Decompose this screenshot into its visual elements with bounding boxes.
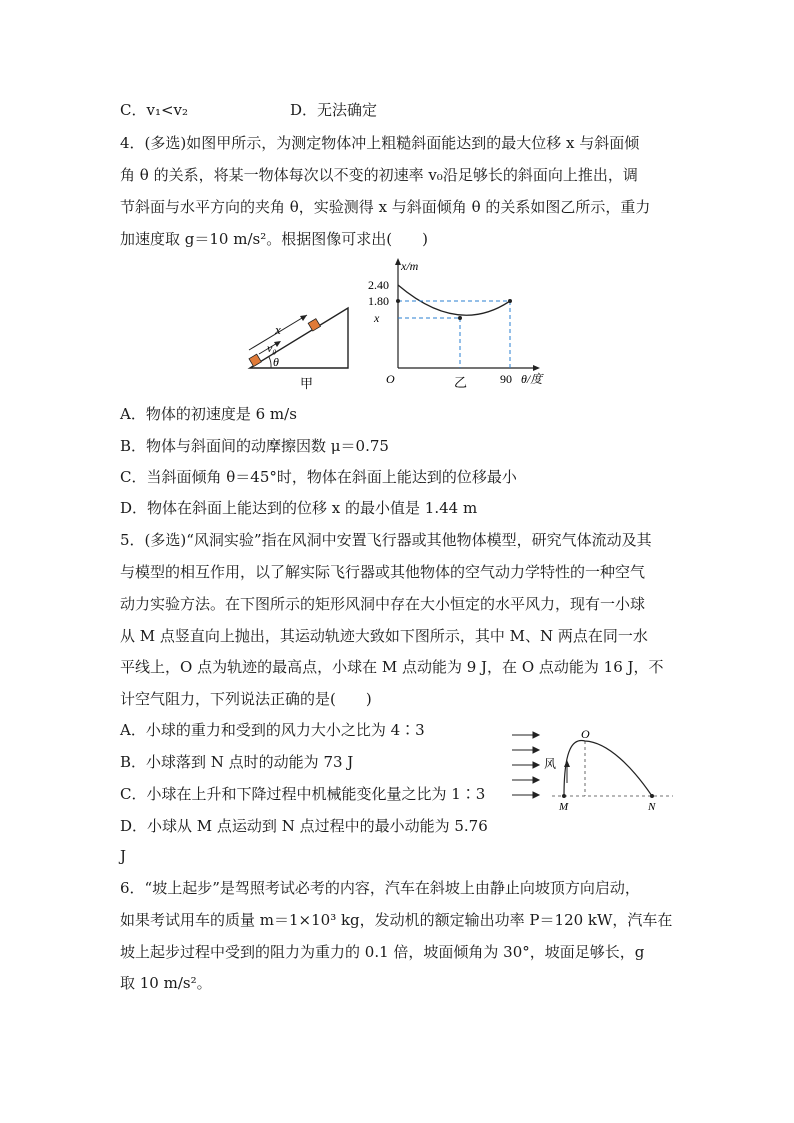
x-theta-curve — [398, 285, 510, 315]
q5-stem-line-1: 5．(多选)“风洞实验”指在风洞中安置飞行器或其他物体模型，研究气体流动及其 — [120, 531, 652, 549]
tick-90: 90 — [500, 372, 512, 386]
origin-label: O — [386, 372, 395, 386]
q5-figure-wind-tunnel — [508, 728, 674, 814]
y-axis-label: x/m — [401, 259, 419, 273]
caption-jia: 甲 — [300, 376, 314, 391]
label-x: x — [275, 322, 281, 337]
trajectory-curve — [564, 741, 652, 796]
q5-stem-line-2: 与模型的相互作用，以了解实际飞行器或其他物体的空气动力学特性的一种空气 — [120, 563, 646, 581]
q6-stem-line-1: 6．“坡上起步”是驾照考试必考的内容，汽车在斜坡上由静止向坡顶方向启动， — [120, 879, 640, 897]
q6-stem-line-4: 取 10 m/s²。 — [120, 974, 212, 992]
label-wind: 风 — [544, 757, 557, 771]
q5-option-a: A．小球的重力和受到的风力大小之比为 4∶3 — [120, 721, 425, 739]
q4-option-a: A．物体的初速度是 6 m/s — [120, 405, 297, 423]
label-m: M — [559, 801, 569, 813]
q5-option-d: D．小球从 M 点运动到 N 点过程中的最小动能为 5.76 — [120, 817, 488, 835]
block-bottom — [249, 354, 261, 366]
x-axis-label: θ/度 — [521, 372, 543, 386]
tick-x: x — [374, 311, 380, 325]
label-v0: v₀ — [267, 341, 277, 355]
point-90 — [508, 299, 512, 303]
q4-stem-line-3: 节斜面与水平方向的夹角 θ，实验测得 x 与斜面倾角 θ 的关系如图乙所示，重力 — [120, 198, 651, 216]
label-theta: θ — [273, 355, 279, 369]
q6-stem-line-2: 如果考试用车的质量 m＝1×10³ kg，发动机的额定输出功率 P＝120 kW，汽车在 — [120, 911, 673, 929]
q6-stem-line-3: 坡上起步过程中受到的阻力为重力的 0.1 倍，坡面倾角为 30°，坡面足够长，g — [120, 943, 645, 961]
block-top — [308, 319, 320, 331]
x-axis-arrow — [533, 365, 540, 371]
x-arrow-head — [300, 315, 307, 321]
caption-yi: 乙 — [454, 375, 468, 390]
q5-stem-line-3: 动力实验方法。在下图所示的矩形风洞中存在大小恒定的水平风力，现有一小球 — [120, 595, 646, 613]
point-m — [562, 794, 566, 798]
theta-arc — [269, 357, 271, 368]
q5-option-c: C．小球在上升和下降过程中机械能变化量之比为 1∶3 — [120, 785, 486, 803]
q5-stem-line-5: 平线上，O 点为轨迹的最高点，小球在 M 点动能为 9 J，在 O 点动能为 16 J，不 — [120, 658, 664, 676]
point-n — [650, 794, 654, 798]
q4-stem-line-4: 加速度取 g＝10 m/s²。根据图像可求出( ) — [120, 230, 428, 248]
q3-option-c: C．v₁<v₂ — [120, 101, 189, 119]
incline-triangle — [250, 308, 348, 368]
tick-240: 2.40 — [368, 278, 389, 292]
q4-stem-line-2: 角 θ 的关系，将某一物体每次以不变的初速率 v₀沿足够长的斜面向上推出，调 — [120, 166, 638, 184]
q4-stem-line-1: 4．(多选)如图甲所示，为测定物体冲上粗糙斜面能达到的最大位移 x 与斜面倾 — [120, 134, 640, 152]
q4-option-c: C．当斜面倾角 θ＝45°时，物体在斜面上能达到的位移最小 — [120, 468, 517, 486]
q4-option-b: B．物体与斜面间的动摩擦因数 μ＝0.75 — [120, 437, 389, 455]
label-n: N — [648, 801, 656, 813]
label-o: O — [581, 728, 590, 741]
q4-option-d: D．物体在斜面上能达到的位移 x 的最小值是 1.44 m — [120, 499, 478, 517]
tick-180: 1.80 — [368, 294, 389, 308]
point-min — [458, 316, 462, 320]
q4-figure-yi — [368, 256, 568, 391]
q3-option-d: D．无法确定 — [290, 101, 378, 119]
wind-arrows — [512, 732, 539, 798]
point-180 — [396, 299, 400, 303]
q5-option-b: B．小球落到 N 点时的动能为 73 J — [120, 753, 354, 771]
q5-stem-line-4: 从 M 点竖直向上抛出，其运动轨迹大致如下图所示，其中 M、N 两点在同一水 — [120, 627, 648, 645]
q5-option-d-cont: J — [120, 847, 127, 865]
initial-velocity-arrow-head — [564, 760, 570, 767]
q5-stem-line-6: 计空气阻力，下列说法正确的是( ) — [120, 690, 372, 708]
q4-figure-jia — [245, 300, 365, 392]
